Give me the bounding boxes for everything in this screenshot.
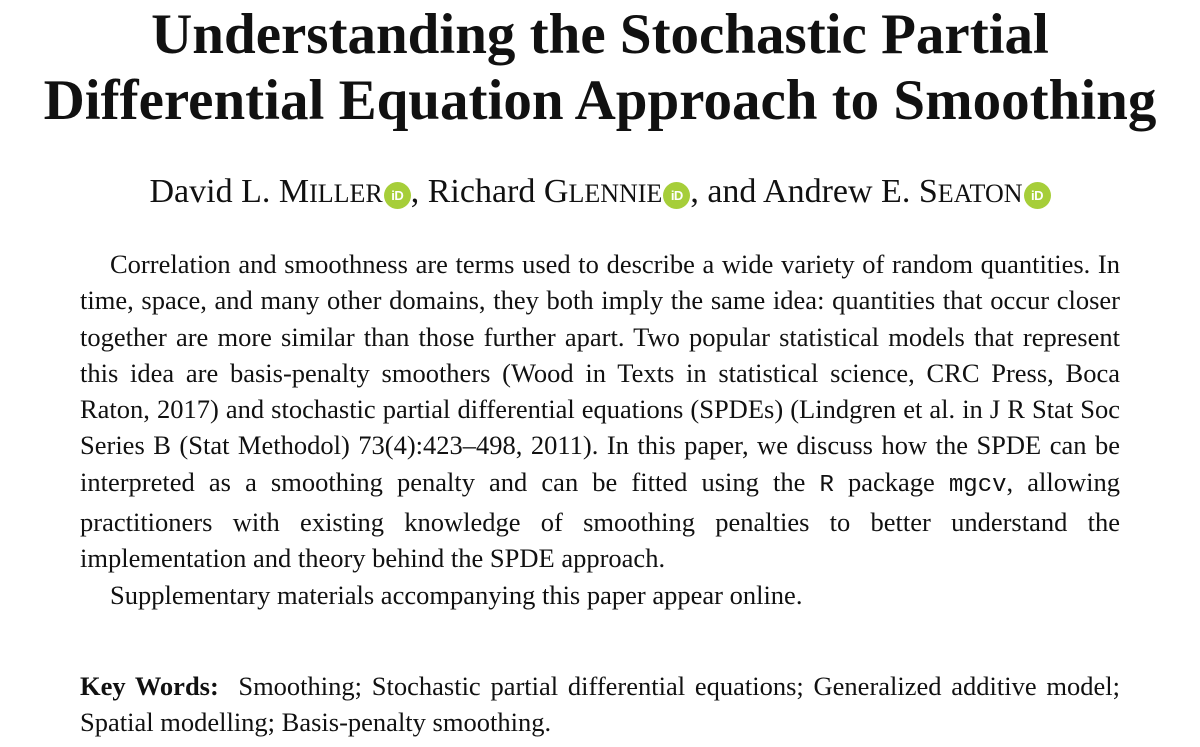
author-3	[763, 173, 1022, 210]
keywords-label: Key Words:	[80, 671, 219, 701]
author-3-first-name: Andrew E.	[763, 173, 911, 210]
author-3-surname-rest: EATON	[937, 179, 1023, 208]
abstract-code-r: R	[819, 471, 834, 499]
title-line-2: Differential Equation Approach to Smoothing	[43, 69, 1157, 132]
keywords	[80, 668, 1120, 741]
author-2-surname-rest: LENNIE	[568, 179, 663, 208]
author-3-orcid-icon[interactable]: iD	[1024, 182, 1051, 209]
author-2-surname-initial: G	[543, 173, 569, 210]
keywords-text: Smoothing; Stochastic partial differential equations; Generalized additive model; Spatial modelling; Basis-penalty smoothing.	[80, 671, 1120, 738]
paper-title	[0, 2, 1200, 134]
author-1-orcid-icon[interactable]: iD	[384, 182, 411, 209]
abstract-text-part-2: package	[833, 466, 949, 497]
abstract	[80, 246, 1120, 613]
author-1-surname-rest: ILLER	[309, 179, 383, 208]
author-1-first-name: David L.	[149, 173, 271, 210]
author-2-first-name: Richard	[427, 173, 536, 210]
author-list	[0, 170, 1200, 216]
author-1-surname-initial: M	[278, 173, 310, 210]
abstract-code-mgcv: mgcv	[948, 471, 1007, 499]
author-1	[150, 173, 383, 210]
abstract-text-part-1: Correlation and smoothness are terms used to describe a wide variety of random quantities. In time, space, and many other domains, they both imply the same idea: quantities that occur closer together are more similar than those further apart. Two popular statistical models that represent this idea are basis-penalty smoothers (Wood in Texts in statistical science, CRC Press, Boca Raton, 2017) and stochastic partial differential equations (SPDEs) (Lindgren et al. in J R Stat Soc Series B (Stat Methodol) 73(4):423–498, 2011). In this paper, we discuss how the SPDE can be interpreted as a smoothing penalty and can be fitted using the	[80, 249, 1120, 497]
abstract-paragraph	[80, 246, 1120, 577]
author-and: , and	[690, 173, 764, 210]
author-2	[428, 173, 663, 210]
supplementary-note: Supplementary materials accompanying this paper appear online.	[110, 579, 803, 610]
title-line-1: Understanding the Stochastic Partial	[151, 3, 1049, 66]
author-3-surname-initial: S	[918, 173, 938, 210]
author-separator: ,	[410, 173, 428, 210]
author-2-orcid-icon[interactable]: iD	[663, 182, 690, 209]
abstract-text-part-3: , allowing practitioners with existing knowledge of smoothing penalties to better understand the implementation and theory behind the SPDE approach.	[80, 466, 1120, 574]
